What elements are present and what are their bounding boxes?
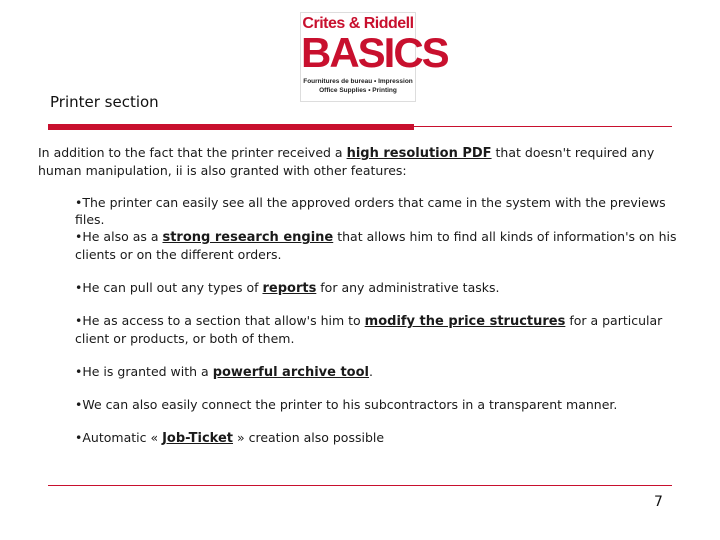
logo-tagline-fr: Fournitures de bureau • Impression — [303, 78, 413, 85]
bullet-item — [75, 279, 685, 297]
bullet-text-end: that allows him to find all kinds of information's on his clients or on the different orders. — [75, 229, 677, 262]
bullet-text: •Automatic « — [75, 430, 163, 445]
bullet-text: •We can also easily connect the printer to his subcontractors in a transparent manner. — [75, 397, 618, 412]
bullet-text-end: . — [369, 364, 373, 379]
intro-keyword: high resolution PDF — [346, 146, 492, 161]
page-number: 7 — [654, 494, 663, 510]
bullet-keyword: Job-Ticket — [162, 431, 233, 446]
header-divider-line — [414, 126, 672, 127]
bullet-text: •The printer can easily see all the approved orders that came in the system with the previews files. — [75, 195, 666, 227]
logo-tagline-en: Office Supplies • Printing — [319, 87, 397, 94]
section-title: Printer section — [50, 93, 159, 111]
company-logo — [300, 12, 448, 102]
bullet-text-end: for a particular client or products, or both of them. — [75, 313, 663, 346]
bullet-text: •He can pull out any types of — [75, 280, 263, 295]
bullet-text: •He as access to a section that allow's him to — [75, 313, 365, 328]
bullet-keyword: powerful archive tool — [212, 365, 370, 380]
intro-text-end: that doesn't required any human manipulation, ii is also granted with other features: — [38, 145, 655, 178]
bullet-text-end: for any administrative tasks. — [316, 280, 500, 295]
intro-text — [38, 144, 698, 179]
bullet-item — [75, 429, 685, 447]
intro-text-start: In addition to the fact that the printer received a — [38, 145, 347, 160]
title-underline-bar — [48, 124, 414, 130]
bullet-item — [75, 228, 685, 263]
bullet-text: •He is granted with a — [75, 364, 213, 379]
bullet-item — [75, 363, 685, 381]
bullet-item — [75, 396, 685, 413]
bullet-keyword: strong research engine — [162, 230, 334, 245]
bullet-text: •He also as a — [75, 229, 163, 244]
bullet-keyword: modify the price structures — [364, 314, 566, 329]
logo-brand: BASICS — [301, 29, 448, 76]
logo-company-name: Crites & Riddell — [302, 15, 414, 32]
bullet-keyword: reports — [262, 281, 317, 296]
bullet-text-end: » creation also possible — [233, 430, 385, 445]
footer-divider-line — [48, 485, 672, 486]
bullet-item — [75, 312, 685, 347]
bullet-item — [75, 194, 685, 228]
intro-paragraph — [38, 144, 698, 179]
